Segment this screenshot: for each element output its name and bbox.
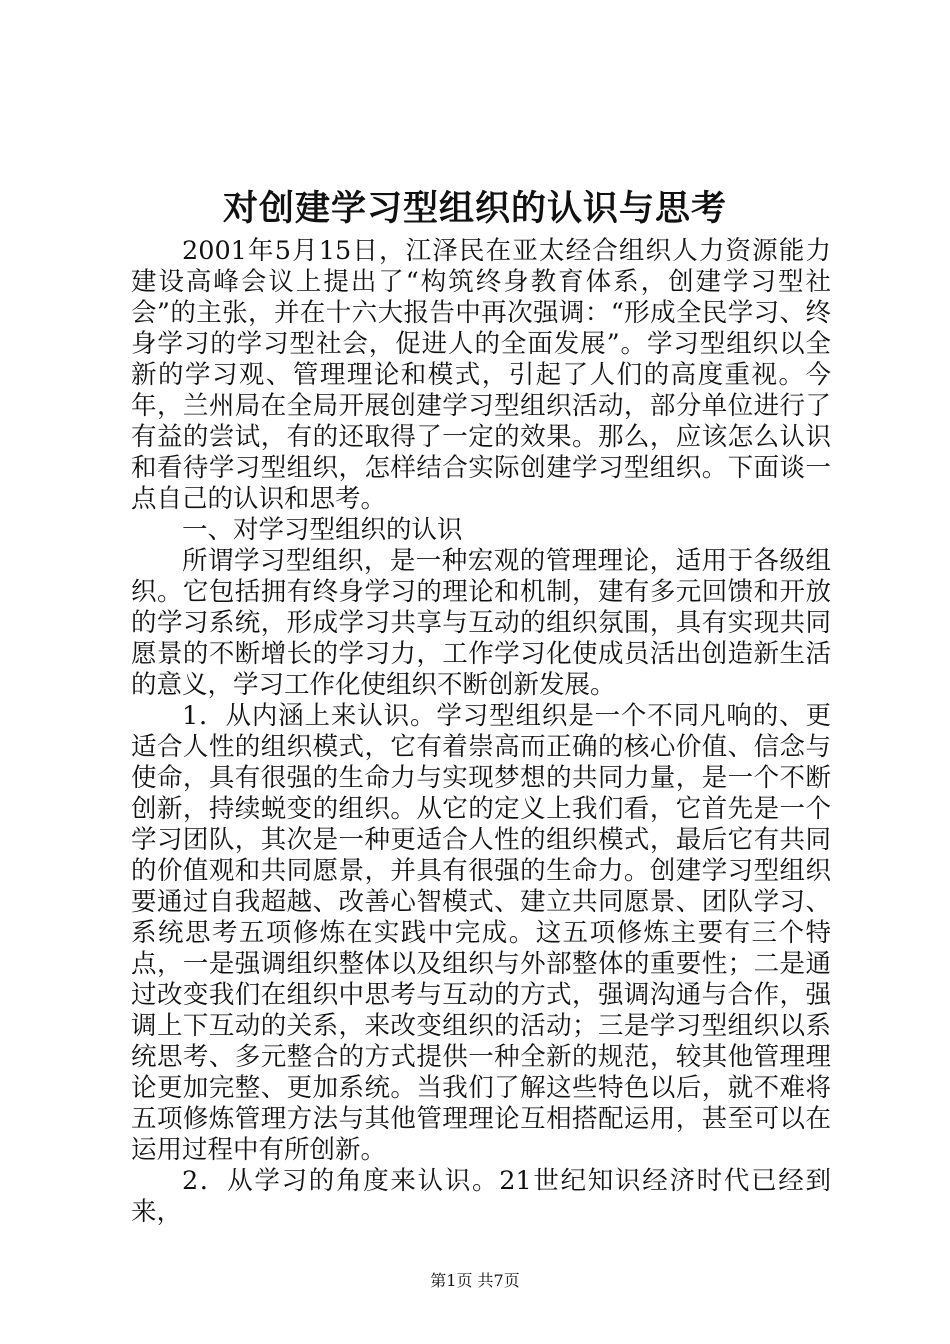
document-title: 对创建学习型组织的认识与思考	[222, 188, 727, 229]
page-footer: 第1页 共7页	[430, 1271, 520, 1290]
document-body	[131, 236, 831, 1228]
paragraph-point-1: 1．从内涵上来认识。学习型组织是一个不同凡响的、更适合人性的组织模式，它有着崇高而正确的核心价值、信念与使命，具有很强的生命力与实现梦想的共同力量，是一个不断创新，持续蜕变的组织。从它的定义上我们看，它首先是一个学习团队，其次是一种更适合人性的组织模式，最后它有共同的价值观和共同愿景，并具有很强的生命力。创建学习型组织要通过自我超越、改善心智模式、建立共同愿景、团队学习、系统思考五项修炼在实践中完成。这五项修炼主要有三个特点，一是强调组织整体以及组织与外部整体的重要性；二是通过改变我们在组织中思考与互动的方式，强调沟通与合作，强调上下互动的关系，来改变组织的活动；三是学习型组织以系统思考、多元整合的方式提供一种全新的规范，较其他管理理论更加完整、更加系统。当我们了解这些特色以后，就不难将五项修炼管理方法与其他管理理论互相搭配运用，甚至可以在运用过程中有所创新。	[131, 701, 831, 1165]
paragraph-definition: 所谓学习型组织，是一种宏观的管理理论，适用于各级组织。它包括拥有终身学习的理论和机制，建有多元回馈和开放的学习系统，形成学习共享与互动的组织氛围，具有实现共同愿景的不断增长的学习力，工作学习化使成员活出创造新生活的意义，学习工作化使组织不断创新发展。	[131, 546, 831, 700]
section-heading-1: 一、对学习型组织的认识	[182, 515, 463, 545]
paragraph-intro: 2001年5月15日，江泽民在亚太经合组织人力资源能力建设高峰会议上提出了“构筑终身教育体系，创建学习型社会”的主张，并在十六大报告中再次强调：“形成全民学习、终身学习的学习型社会，促进人的全面发展”。学习型组织以全新的学习观、管理理论和模式，引起了人们的高度重视。今年，兰州局在全局开展创建学习型组织活动，部分单位进行了有益的尝试，有的还取得了一定的效果。那么，应该怎么认识和看待学习型组织，怎样结合实际创建学习型组织。下面谈一点自己的认识和思考。	[131, 236, 831, 514]
paragraph-point-2: 2．从学习的角度来认识。21世纪知识经济时代已经到来，	[131, 1166, 831, 1227]
